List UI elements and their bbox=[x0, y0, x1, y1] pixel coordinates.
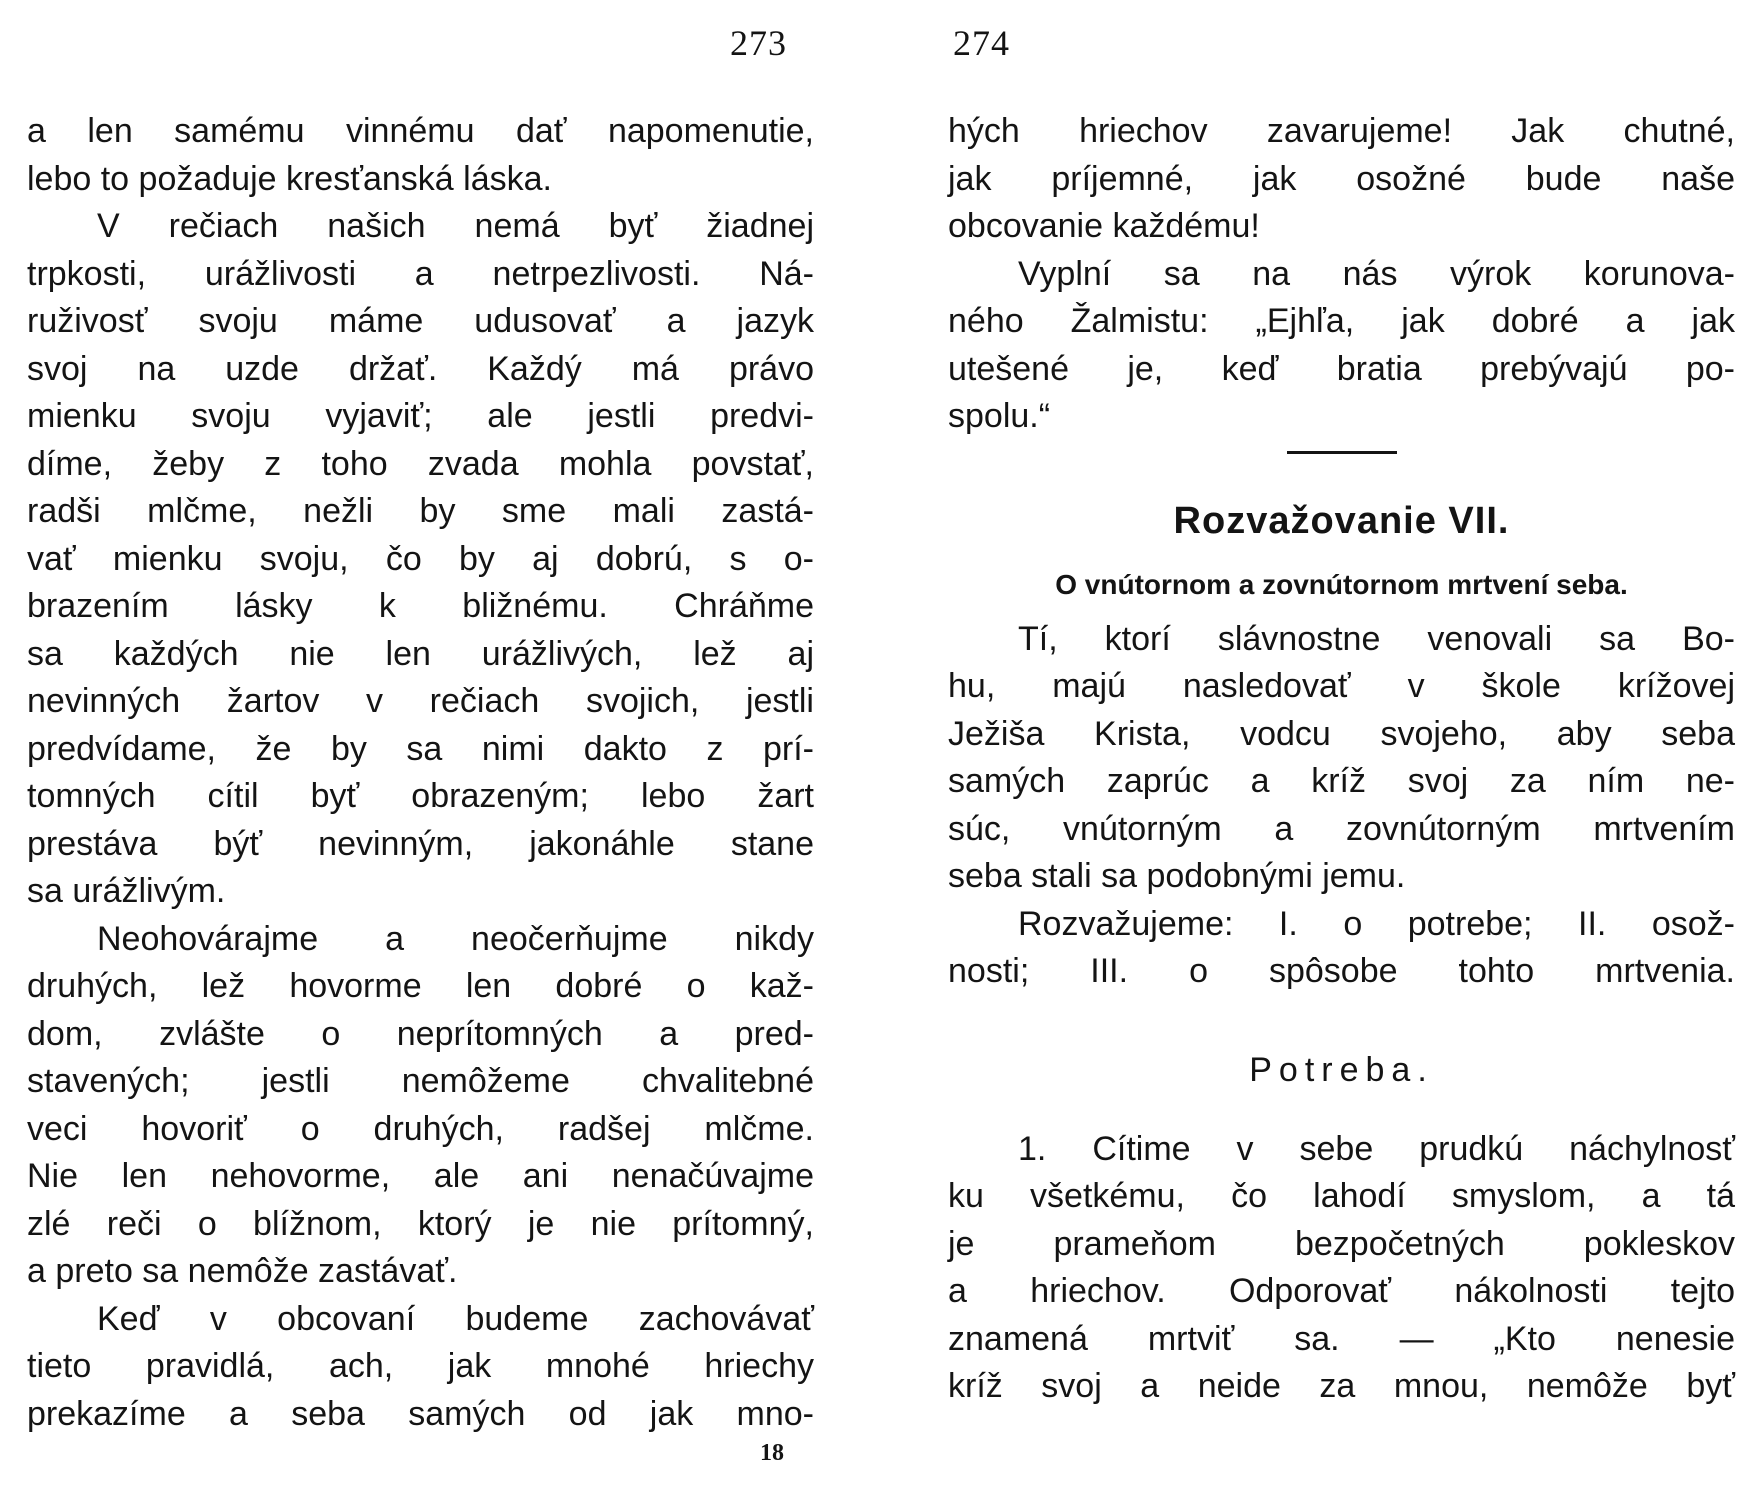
text-line: vať mienku svoju, čo by aj dobrú, s o- bbox=[27, 539, 814, 578]
text-line: hu, majú nasledovať v škole krížovej bbox=[948, 667, 1735, 705]
text-line: obcovanie každému! bbox=[948, 207, 1260, 245]
text-line: prekazíme a seba samých od jak mno- bbox=[27, 1394, 814, 1433]
text-line: dom, zvlášte o neprítomných a pred- bbox=[27, 1014, 814, 1053]
text-line: Neohovárajme a neočerňujme nikdy bbox=[97, 919, 814, 958]
text-line: jak príjemné, jak osožné bude naše bbox=[948, 159, 1735, 198]
text-line: samých zaprúc a kríž svoj za ním ne- bbox=[948, 762, 1735, 800]
right-text-block bbox=[948, 108, 1735, 1411]
text-line: ku všetkému, čo lahodí smyslom, a tá bbox=[948, 1177, 1735, 1215]
text-line: lebo to požaduje kresťanská láska. bbox=[27, 159, 552, 198]
text-line: utešené je, keď bratia prebývajú po- bbox=[948, 349, 1735, 388]
text-line: Keď v obcovaní budeme zachovávať bbox=[97, 1299, 814, 1338]
text-line: hých hriechov zavarujeme! Jak chutné, bbox=[948, 112, 1735, 150]
text-line: a len samému vinnému dať napomenutie, bbox=[27, 112, 814, 150]
text-line: Ježiša Krista, vodcu svojeho, aby seba bbox=[948, 714, 1735, 753]
text-line: Nie len nehovorme, ale ani nenačúvajme bbox=[27, 1157, 814, 1195]
right-page bbox=[878, 0, 1756, 1500]
text-line: svoj na uzde držať. Každý má právo bbox=[27, 349, 814, 388]
text-line: je prameňom bezpočetných pokleskov bbox=[948, 1224, 1735, 1263]
text-line: sa urážlivým. bbox=[27, 872, 226, 910]
text-line: spolu.“ bbox=[948, 397, 1051, 435]
text-line: nevinných žartov v rečiach svojich, jestli bbox=[27, 682, 814, 720]
text-line: Vyplní sa na nás výrok korunova- bbox=[1018, 254, 1735, 293]
text-line: zlé reči o blížnom, ktorý je nie prítomný, bbox=[27, 1204, 814, 1243]
section-title: Potreba. bbox=[1249, 1050, 1434, 1089]
text-line: predvídame, že by sa nimi dakto z prí- bbox=[27, 729, 814, 768]
signature-mark: 18 bbox=[760, 1440, 784, 1466]
text-line: brazením lásky k bližnému. Chráňme bbox=[27, 587, 814, 625]
text-line: radši mlčme, nežli by sme mali zastá- bbox=[27, 492, 814, 530]
text-line: prestáva býť nevinným, jakonáhle stane bbox=[27, 824, 814, 863]
text-line: znamená mrtviť sa. — „Kto nenesie bbox=[948, 1319, 1735, 1358]
text-line: a preto sa nemôže zastávať. bbox=[27, 1252, 458, 1290]
text-line: ruživosť svoju máme udusovať a jazyk bbox=[27, 302, 814, 340]
chapter-subheading: O vnútornom a zovnútornom mrtvení seba. bbox=[1055, 568, 1628, 600]
page-number-left: 273 bbox=[730, 23, 787, 63]
text-line: trpkosti, urážlivosti a netrpezlivosti. Ná- bbox=[27, 254, 814, 293]
text-line: tieto pravidlá, ach, jak mnohé hriechy bbox=[27, 1347, 814, 1385]
text-line: seba stali sa podobnými jemu. bbox=[948, 857, 1406, 895]
text-line: mienku svoju vyjaviť; ale jestli predvi- bbox=[27, 397, 814, 435]
text-line: Tí, ktorí slávnostne venovali sa Bo- bbox=[1018, 619, 1735, 658]
section-separator bbox=[1287, 451, 1397, 454]
text-line: stavených; jestli nemôžeme chvalitebné bbox=[27, 1062, 814, 1100]
text-line: ného Žalmistu: „Ejhľa, jak dobré a jak bbox=[948, 302, 1735, 340]
page-number-right: 274 bbox=[953, 23, 1010, 63]
left-text-block bbox=[27, 108, 814, 1438]
text-line: súc, vnútorným a zovnútorným mrtvením bbox=[948, 809, 1735, 848]
text-line: Rozvažujeme: I. o potrebe; II. osož- bbox=[1018, 904, 1735, 943]
text-line: druhých, lež hovorme len dobré o kaž- bbox=[27, 967, 814, 1005]
text-line: nosti; III. o spôsobe tohto mrtvenia. bbox=[948, 952, 1735, 990]
text-line: tomných cítil byť obrazeným; lebo žart bbox=[27, 777, 814, 815]
text-line: 1. Cítime v sebe prudkú náchylnosť bbox=[1018, 1129, 1735, 1168]
text-line: V rečiach našich nemá byť žiadnej bbox=[97, 207, 814, 245]
text-line: díme, žeby z toho zvada mohla povstať, bbox=[27, 444, 814, 483]
text-line: kríž svoj a neide za mnou, nemôže byť bbox=[948, 1367, 1735, 1405]
chapter-heading: Rozvažovanie VII. bbox=[1173, 499, 1510, 542]
text-line: veci hovoriť o druhých, radšej mlčme. bbox=[27, 1109, 814, 1148]
text-line: sa každých nie len urážlivých, lež aj bbox=[27, 634, 814, 673]
text-line: a hriechov. Odporovať nákolnosti tejto bbox=[948, 1272, 1735, 1310]
